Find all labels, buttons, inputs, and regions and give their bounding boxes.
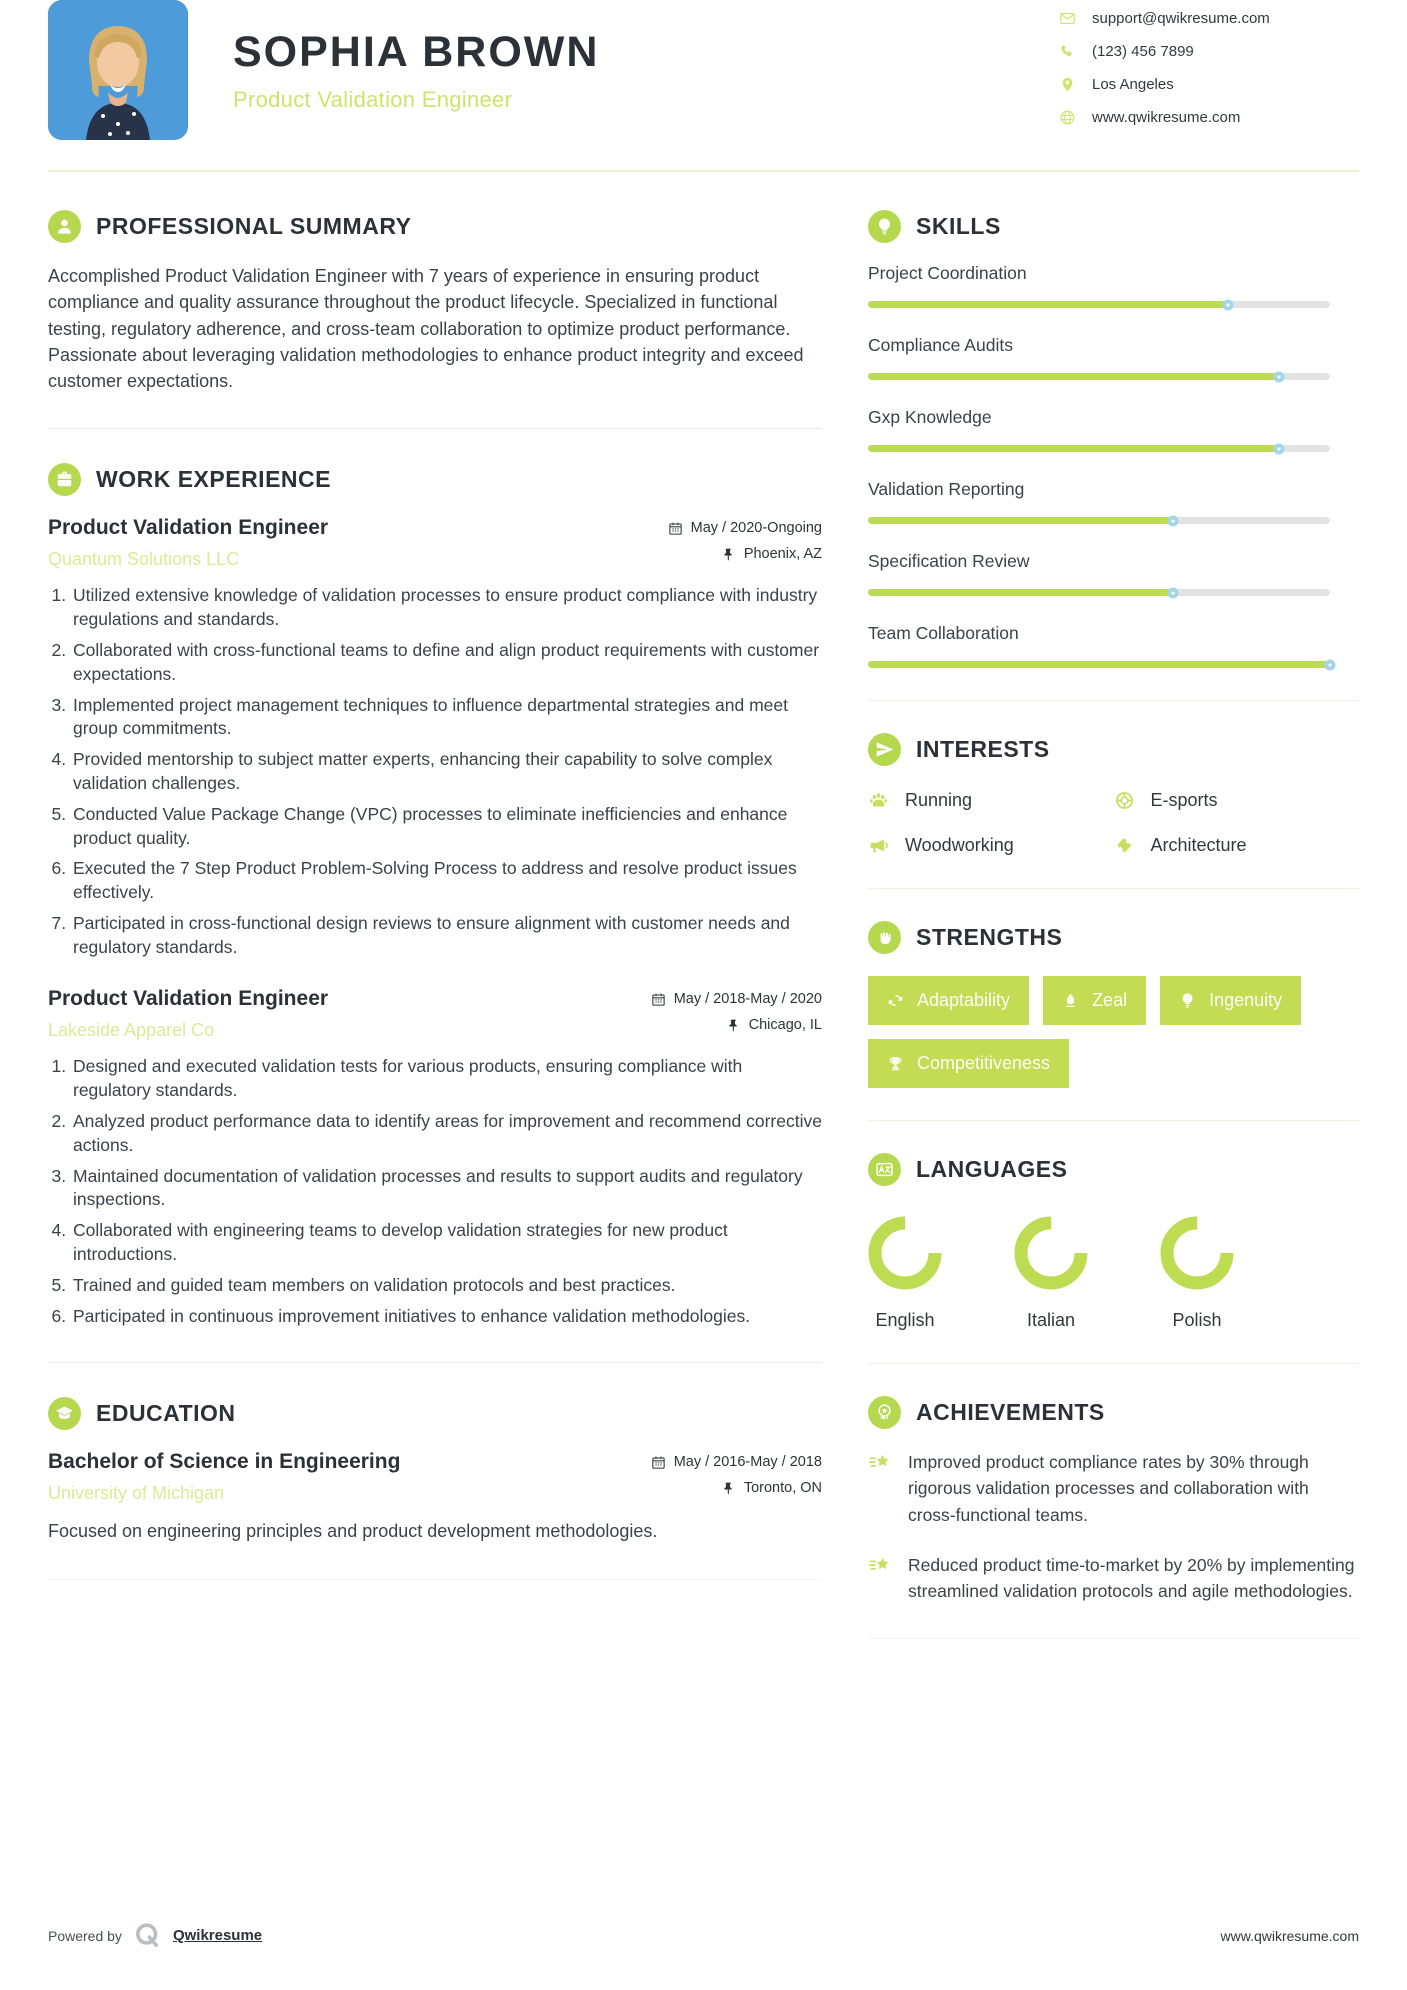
skill-slider-knob xyxy=(1274,443,1285,454)
skill-name: Team Collaboration xyxy=(868,623,1019,643)
interest-label: Woodworking xyxy=(905,835,1014,855)
interest-item xyxy=(868,835,1114,856)
skill-slider-knob xyxy=(1167,515,1178,526)
job-bullet: 2. Collaborated with cross-functional teams to define and align product requirements with customer expectations. xyxy=(71,639,822,687)
job-location: Phoenix, AZ xyxy=(743,546,822,563)
education-meta xyxy=(651,1450,822,1504)
location-icon xyxy=(1059,76,1076,93)
language-label: Polish xyxy=(1172,1310,1222,1330)
skill-row xyxy=(868,623,1359,668)
bulb-icon xyxy=(1179,992,1196,1009)
education-icon xyxy=(48,1397,81,1430)
achievements-title: ACHIEVEMENTS xyxy=(916,1399,1105,1425)
strength-chip-list xyxy=(868,974,1359,1088)
job-bullet: 4. Provided mentorship to subject matter experts, enhancing their capability to solve complex validation challenges. xyxy=(71,748,822,796)
fist-icon xyxy=(868,921,901,954)
job-location-row xyxy=(726,1017,822,1033)
job-title: Product Validation Engineer xyxy=(48,987,329,1011)
achievements-section xyxy=(868,1396,1359,1639)
trophy-icon xyxy=(887,1055,904,1072)
job-dates: May / 2020-Ongoing xyxy=(690,520,822,537)
job-dates-row xyxy=(668,520,822,536)
calendar-icon xyxy=(668,521,683,536)
education-title: EDUCATION xyxy=(96,1400,236,1427)
megaphone-icon xyxy=(868,835,889,856)
language-level-arc xyxy=(868,1216,942,1290)
summary-heading xyxy=(48,210,822,243)
shooting-star-icon xyxy=(868,1450,893,1475)
person-name: SOPHIA BROWN xyxy=(233,28,600,76)
qwikresume-logo-icon xyxy=(133,1921,162,1950)
skill-slider-fill xyxy=(868,301,1228,308)
strength-chip xyxy=(1043,976,1146,1025)
achievement-item xyxy=(868,1552,1359,1605)
education-degree: Bachelor of Science in Engineering xyxy=(48,1450,401,1474)
skill-slider-fill xyxy=(868,661,1330,668)
skill-name: Gxp Knowledge xyxy=(868,407,992,427)
interest-item xyxy=(868,790,1114,811)
language-item xyxy=(1160,1216,1234,1331)
job-location-row xyxy=(721,546,822,562)
summary-title: PROFESSIONAL SUMMARY xyxy=(96,213,412,239)
skill-slider-fill xyxy=(868,517,1173,524)
job-dates: May / 2018-May / 2020 xyxy=(673,991,822,1008)
refresh-icon xyxy=(887,992,904,1009)
skill-slider xyxy=(868,589,1330,596)
brand-link[interactable]: Qwikresume xyxy=(172,1927,263,1944)
job-bullet-list xyxy=(48,584,822,959)
job-bullet: 1. Designed and executed validation tests for various products, ensuring compliance with regulatory standards. xyxy=(71,1055,822,1103)
powered-by-block xyxy=(48,1921,262,1950)
job-bullet: 5. Conducted Value Package Change (VPC) processes to eliminate inefficiencies and enhance product quality. xyxy=(71,803,822,851)
email-icon xyxy=(1059,10,1076,27)
pin-icon xyxy=(726,1018,741,1033)
job-title-block xyxy=(48,516,328,570)
phone-icon xyxy=(1059,43,1076,60)
job-title: Product Validation Engineer xyxy=(48,516,329,540)
job-entry xyxy=(48,987,822,1328)
work-experience-section xyxy=(48,463,822,1328)
skill-slider-fill xyxy=(868,589,1173,596)
contact-list xyxy=(1059,0,1359,126)
skill-slider-fill xyxy=(868,373,1279,380)
education-school: University of Michigan xyxy=(48,1483,225,1504)
section-divider xyxy=(48,1362,822,1363)
section-divider xyxy=(48,1579,822,1580)
language-level-arc xyxy=(1160,1216,1234,1290)
work-heading xyxy=(48,463,822,496)
profile-photo-illustration xyxy=(48,0,188,140)
education-location: Toronto, ON xyxy=(743,1480,822,1497)
section-divider xyxy=(868,1638,1359,1639)
pin-icon xyxy=(721,547,736,562)
achievement-text: Improved product compliance rates by 30% through rigorous validation processes and collaboration with cross-functional teams. xyxy=(908,1452,1309,1525)
contact-text: (123) 456 7899 xyxy=(1092,43,1194,60)
paw-icon xyxy=(868,790,889,811)
header xyxy=(0,0,1407,140)
user-icon xyxy=(48,210,81,243)
strength-label: Ingenuity xyxy=(1209,990,1283,1010)
work-title: WORK EXPERIENCE xyxy=(96,466,331,493)
resume-body xyxy=(0,172,1407,1639)
education-description: Focused on engineering principles and product development methodologies. xyxy=(48,1521,658,1542)
strength-chip xyxy=(868,1039,1069,1088)
interest-label: E-sports xyxy=(1150,790,1218,810)
job-bullet: 5. Trained and guided team members on validation protocols and best practices. xyxy=(71,1274,822,1298)
skill-name: Compliance Audits xyxy=(868,335,1013,355)
job-location: Chicago, IL xyxy=(748,1017,822,1034)
left-column xyxy=(48,210,822,1639)
strength-label: Zeal xyxy=(1092,990,1128,1010)
skill-slider xyxy=(868,517,1330,524)
language-item xyxy=(1014,1216,1088,1331)
job-bullet: 2. Analyzed product performance data to identify areas for improvement and recommend corrective actions. xyxy=(71,1110,822,1158)
skills-title: SKILLS xyxy=(916,213,1001,239)
contact-row[interactable] xyxy=(1059,76,1359,93)
section-divider xyxy=(868,700,1359,701)
skill-row xyxy=(868,479,1359,524)
contact-row[interactable] xyxy=(1059,109,1359,126)
skills-section xyxy=(868,210,1359,668)
person-job-title: Product Validation Engineer xyxy=(233,87,513,112)
skill-row xyxy=(868,263,1359,308)
skill-slider-knob xyxy=(1223,299,1234,310)
job-bullet: 1. Utilized extensive knowledge of validation processes to ensure product compliance with industry regulations and standards. xyxy=(71,584,822,632)
section-divider xyxy=(868,1120,1359,1121)
achievement-text: Reduced product time-to-market by 20% by implementing streamlined validation protocols and agile methodologies. xyxy=(908,1554,1355,1601)
job-dates-row xyxy=(651,991,822,1007)
skill-slider-knob xyxy=(1325,659,1336,670)
education-dates-row xyxy=(651,1454,822,1470)
calendar-icon xyxy=(651,1455,666,1470)
section-divider xyxy=(48,428,822,429)
ticket-icon xyxy=(1114,835,1135,856)
languages-heading xyxy=(868,1153,1359,1186)
interests-title: INTERESTS xyxy=(916,736,1050,762)
job-entry xyxy=(48,516,822,959)
interest-label: Architecture xyxy=(1150,835,1247,855)
skill-slider-knob xyxy=(1274,371,1285,382)
job-bullet: 6. Participated in continuous improvement initiatives to enhance validation methodologies. xyxy=(71,1305,822,1329)
powered-by-text: Powered by xyxy=(48,1927,122,1944)
bulb-icon xyxy=(868,210,901,243)
skill-slider xyxy=(868,373,1330,380)
pin-icon xyxy=(721,1481,736,1496)
job-header xyxy=(48,987,822,1041)
footer xyxy=(48,1921,1359,1950)
job-bullet: 6. Executed the 7 Step Product Problem-Solving Process to address and resolve product issues effectively. xyxy=(71,857,822,905)
strength-chip xyxy=(1160,976,1301,1025)
skill-name: Specification Review xyxy=(868,551,1030,571)
job-bullet: 7. Participated in cross-functional design reviews to ensure alignment with customer needs and regulatory standards. xyxy=(71,912,822,960)
education-location-row xyxy=(721,1480,822,1496)
strength-label: Adaptability xyxy=(917,990,1011,1010)
calendar-icon xyxy=(651,992,666,1007)
education-heading xyxy=(48,1397,822,1430)
education-section xyxy=(48,1397,822,1544)
globe-icon xyxy=(1059,109,1076,126)
strength-label: Competitiveness xyxy=(917,1053,1051,1073)
job-bullet: 3. Implemented project management techniques to influence departmental strategies and meet group commitments. xyxy=(71,694,822,742)
language-level-arc xyxy=(1014,1216,1088,1290)
skill-slider-knob xyxy=(1167,587,1178,598)
summary-text: Accomplished Product Validation Engineer with 7 years of experience in ensuring product compliance and quality assurance throughout the product lifecycle. Specialized in functional testing, regulatory adherence, and cross-team collaboration to optimize product performance. Passionate about leveraging validation methodologies to enhance product integrity and exceed customer expectations. xyxy=(48,266,804,392)
skill-name: Validation Reporting xyxy=(868,479,1025,499)
language-list xyxy=(868,1206,1359,1331)
interests-grid xyxy=(868,786,1359,856)
language-label: English xyxy=(875,1310,935,1330)
education-degree-block xyxy=(48,1450,400,1504)
languages-title: LANGUAGES xyxy=(916,1156,1068,1182)
education-dates: May / 2016-May / 2018 xyxy=(673,1454,822,1471)
skill-name: Project Coordination xyxy=(868,263,1027,283)
right-column xyxy=(868,210,1359,1639)
section-divider xyxy=(868,888,1359,889)
interests-section xyxy=(868,733,1359,856)
job-bullet: 4. Collaborated with engineering teams to develop validation strategies for new product introductions. xyxy=(71,1219,822,1267)
job-company: Lakeside Apparel Co xyxy=(48,1020,215,1041)
shooting-star-icon xyxy=(868,1553,893,1578)
strength-chip xyxy=(868,976,1029,1025)
languages-section xyxy=(868,1153,1359,1331)
skill-row xyxy=(868,551,1359,596)
job-bullet: 3. Maintained documentation of validation processes and results to support audits and regulatory inspections. xyxy=(71,1165,822,1213)
interest-item xyxy=(1114,835,1360,856)
strengths-section xyxy=(868,921,1359,1088)
language-item xyxy=(868,1216,942,1331)
skill-slider-fill xyxy=(868,445,1279,452)
translate-icon xyxy=(868,1153,901,1186)
job-header xyxy=(48,516,822,570)
strengths-heading xyxy=(868,921,1359,954)
job-meta xyxy=(651,987,822,1041)
identity-block xyxy=(233,0,1059,113)
achievement-item xyxy=(868,1449,1359,1528)
paper-plane-icon xyxy=(868,733,901,766)
feather-icon xyxy=(1062,992,1079,1009)
chip-icon xyxy=(1114,790,1135,811)
section-divider xyxy=(868,1363,1359,1364)
job-company: Quantum Solutions LLC xyxy=(48,549,240,570)
interest-label: Running xyxy=(905,790,973,810)
strengths-title: STRENGTHS xyxy=(916,924,1063,950)
skill-slider xyxy=(868,301,1330,308)
profile-photo xyxy=(48,0,188,140)
skill-slider xyxy=(868,445,1330,452)
contact-row[interactable] xyxy=(1059,43,1359,60)
contact-text: www.qwikresume.com xyxy=(1092,109,1241,126)
achievements-heading xyxy=(868,1396,1359,1429)
skills-heading xyxy=(868,210,1359,243)
skill-row xyxy=(868,407,1359,452)
job-bullet-list xyxy=(48,1055,822,1328)
contact-row[interactable] xyxy=(1059,10,1359,27)
professional-summary-section xyxy=(48,210,822,394)
job-title-block xyxy=(48,987,328,1041)
contact-text: Los Angeles xyxy=(1092,76,1174,93)
interest-item xyxy=(1114,790,1360,811)
contact-text: support@qwikresume.com xyxy=(1092,10,1270,27)
work-icon xyxy=(48,463,81,496)
footer-website-link[interactable]: www.qwikresume.com xyxy=(1220,1927,1359,1944)
medal-icon xyxy=(868,1396,901,1429)
skill-row xyxy=(868,335,1359,380)
interests-heading xyxy=(868,733,1359,766)
job-meta xyxy=(668,516,822,570)
skill-slider xyxy=(868,661,1330,668)
language-label: Italian xyxy=(1026,1310,1076,1330)
education-header xyxy=(48,1450,822,1504)
